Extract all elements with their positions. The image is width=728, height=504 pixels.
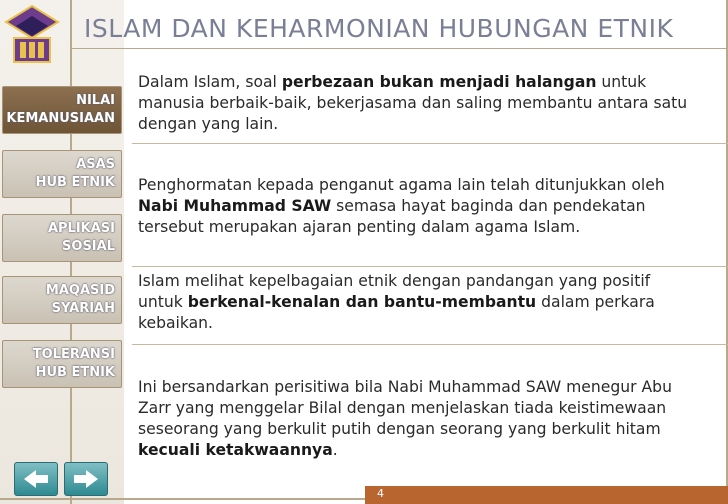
uitm-logo-icon xyxy=(2,2,62,72)
paragraph-1 xyxy=(138,72,698,135)
text-run: semasa hayat baginda dan pendekatan tersebut merupakan ajaran penting dalam agama Islam. xyxy=(138,197,646,236)
nav-button-label: NILAI KEMANUSIAAN xyxy=(6,93,115,126)
bold-text: perbezaan bukan menjadi halangan xyxy=(281,73,597,91)
text-run: Islam melihat kepelbagaian etnik dengan pandangan yang positif untuk xyxy=(138,272,651,311)
text-run: Penghormatan kepada penganut agama lain telah ditunjukkan oleh xyxy=(138,176,665,194)
divider xyxy=(132,344,728,345)
nav-button-maqasid-syariah[interactable] xyxy=(2,276,122,324)
next-slide-button[interactable] xyxy=(64,462,108,496)
paragraph-2 xyxy=(138,175,698,238)
nav-button-label: ASAS HUB ETNIK xyxy=(35,157,115,190)
footer-bar xyxy=(365,486,728,504)
nav-button-label: APLIKASI SOSIAL xyxy=(47,221,115,254)
nav-button-label: MAQASID SYARIAH xyxy=(45,283,115,316)
nav-button-label: TOLERANSI HUB ETNIK xyxy=(32,347,115,380)
nav-button-toleransi-hub-etnik[interactable] xyxy=(2,340,122,388)
arrow-right-icon xyxy=(72,468,100,490)
paragraph-4 xyxy=(138,377,698,461)
text-run: . xyxy=(332,441,338,459)
paragraph-3 xyxy=(138,271,698,334)
bold-text: berkenal-kenalan dan bantu-membantu xyxy=(187,293,537,311)
bold-text: Nabi Muhammad SAW xyxy=(138,197,332,215)
slide-title: ISLAM DAN KEHARMONIAN HUBUNGAN ETNIK xyxy=(84,14,674,43)
bold-text: kecuali ketakwaannya xyxy=(138,441,333,459)
divider xyxy=(132,266,728,267)
page-number: 4 xyxy=(377,487,384,500)
text-run: dalam perkara kebaikan. xyxy=(138,293,655,332)
arrow-left-icon xyxy=(22,468,50,490)
nav-button-asas-hub-etnik[interactable] xyxy=(2,150,122,198)
text-run: Dalam Islam, soal xyxy=(138,73,282,91)
previous-slide-button[interactable] xyxy=(14,462,58,496)
divider xyxy=(132,143,728,144)
frame-line-title xyxy=(72,48,728,49)
text-run: untuk manusia berbaik-baik, bekerjasama dan saling membantu antara satu dengan yang lain. xyxy=(138,73,688,133)
nav-button-aplikasi-sosial[interactable] xyxy=(2,214,122,262)
text-run: Ini bersandarkan perisitiwa bila Nabi Muhammad SAW menegur Abu Zarr yang menggelar Bilal dengan menjelaskan tiada keistimewaan seseorang yang berkulit putih dengan seorang yang berkulit hitam xyxy=(138,378,672,438)
nav-button-nilai-kemanusiaan[interactable] xyxy=(2,86,122,134)
